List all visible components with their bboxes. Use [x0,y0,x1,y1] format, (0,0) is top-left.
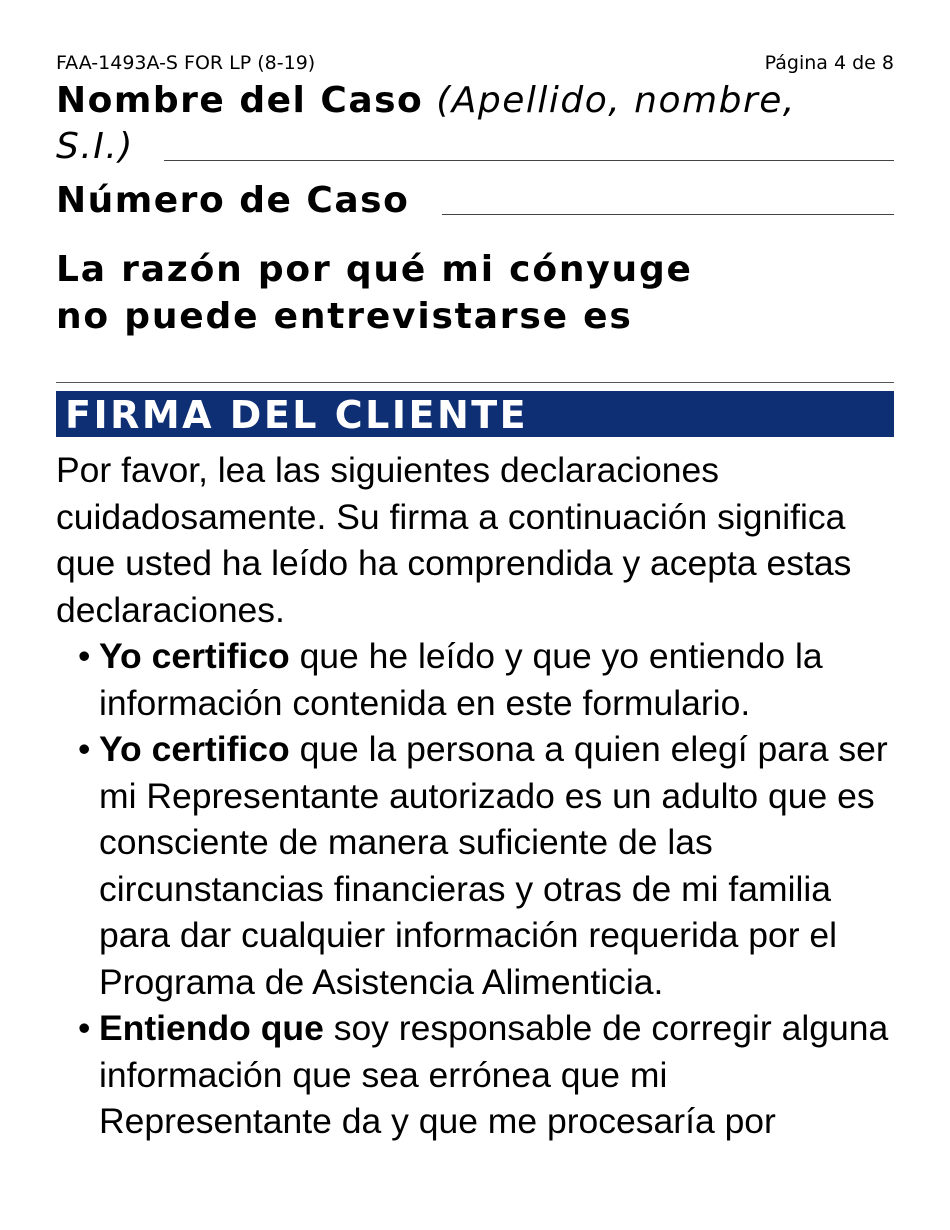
statement-text: soy responsable de corregir alguna información que sea errónea que mi Representante da y que me procesaría por [99,1008,889,1141]
bullet-icon: • [78,636,91,676]
statement-text: que he leído y que yo entiendo la información contenida en este formulario. [99,636,823,723]
statement-item [56,633,894,726]
case-number-input-line[interactable] [442,214,894,215]
case-name-input-line[interactable] [164,160,894,161]
statement-text: que la persona a quien elegí para ser mi Representante autorizado es un adulto que es consciente de manera suficiente de las circunstancias financieras y otras de mi familia para dar cualquier información requerida por el Programa de Asistencia Alimenticia. [99,729,888,1002]
bullet-icon: • [78,1008,91,1048]
case-number-label: Número de Caso [56,180,410,221]
case-name-hint-1: (Apellido, nombre, [436,80,796,121]
reason-line-1: La razón por qué mi cónyuge [56,249,693,290]
statement-lead: Yo certifico [99,636,290,676]
statement-item [56,726,894,1005]
statement-lead: Yo certifico [99,729,290,769]
statement-item [56,1005,894,1145]
intro-paragraph: Por favor, lea las siguientes declaraciones cuidadosamente. Su firma a continuación significa que usted ha leído ha comprendida y acepta estas declaraciones. [56,450,852,630]
case-name-hint-2: S.I.) [56,126,134,167]
bullet-icon: • [78,729,91,769]
reason-line-2: no puede entrevistarse es [56,296,633,337]
case-name-field [56,78,894,170]
spouse-reason-heading [56,246,894,340]
statements-list [56,633,894,1145]
section-title-bar [56,391,894,437]
page-header [56,52,894,76]
reason-answer-line[interactable] [56,382,894,383]
case-number-field [56,178,894,224]
section-title: FIRMA DEL CLIENTE [65,393,529,437]
page-number: Página 4 de 8 [764,52,894,74]
form-id: FAA-1493A-S FOR LP (8-19) [56,52,316,74]
statement-lead: Entiendo que [99,1008,324,1048]
case-name-label: Nombre del Caso [56,80,424,121]
declarations-body [56,447,894,1145]
